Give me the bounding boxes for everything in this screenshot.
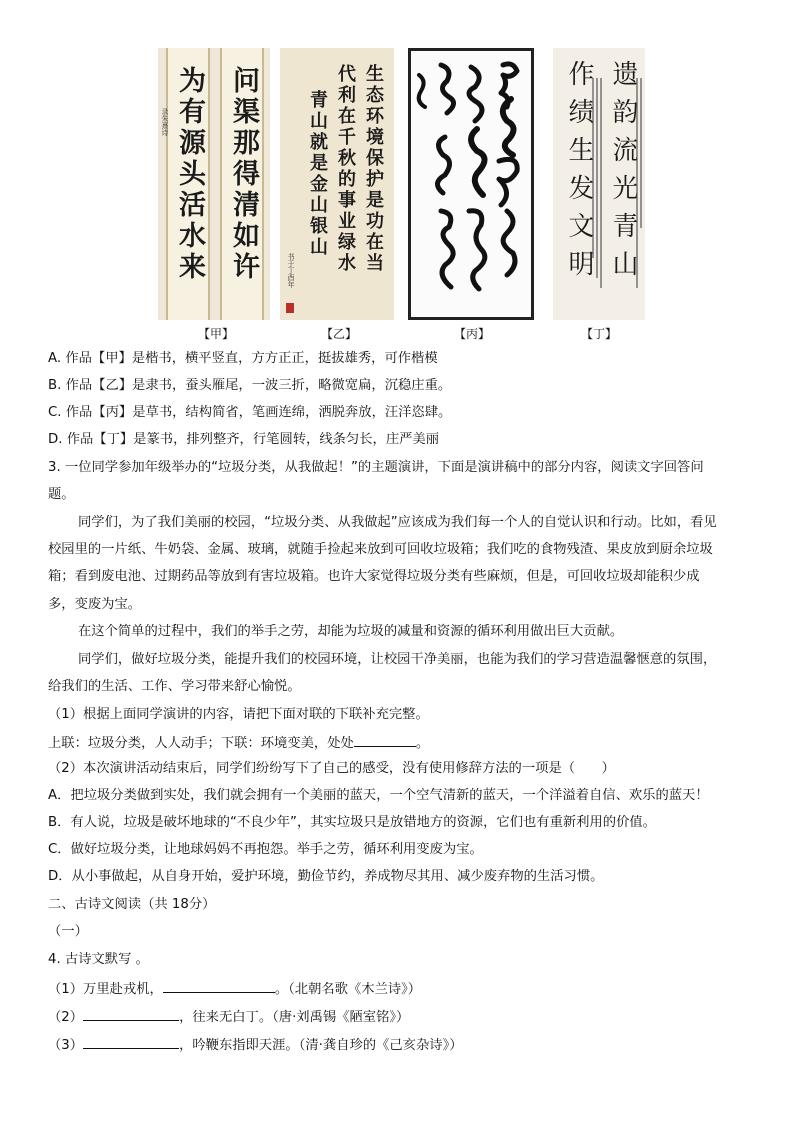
q3-stem-cont: 题。 <box>48 487 75 502</box>
speech-paragraph-3: 同学们，做好垃圾分类，能提升我们的校园环境，让校园干净美丽，也能为我们的学习营造温馨惬意的氛围， <box>78 652 717 667</box>
recitation-2-blank[interactable] <box>83 1007 179 1021</box>
yi-column-2: 代利在千秋的事业绿水 <box>335 64 356 274</box>
recitation-3-suffix: ，吟鞭东指即天涯。（清·龚自珍的《己亥杂诗》） <box>179 1038 463 1053</box>
calligraphy-image-jia <box>158 48 270 320</box>
speech-paragraph-1-line-3: 箱；看到废电池、过期药品等放到有害垃圾箱。也许大家觉得垃圾分类有些麻烦，但是，可回收垃圾却能积少成 <box>48 569 700 584</box>
section-heading: 二、古诗文阅读（共 18分） <box>48 897 216 912</box>
speech-paragraph-1-line-4: 多，变废为宝。 <box>48 597 142 612</box>
couplet-text: 上联：垃圾分类，人人动手；下联：环境变美，处处 <box>48 736 354 751</box>
choice-b: B．有人说，垃圾是破坏地球的“不良少年”，其实垃圾只是放错地方的资源，它们也有重新利用的价值。 <box>48 815 656 830</box>
recitation-2-prefix: （2） <box>48 1010 84 1025</box>
caption-ding: 【丁】 <box>580 327 617 341</box>
ding-column-2: 作绩生发文明 <box>564 60 594 288</box>
seal-stamp <box>286 303 294 313</box>
option-c: C. 作品【丙】是草书，结构简省，笔画连绵，洒脱奔放，汪洋恣肆。 <box>48 405 452 420</box>
calligraphy-image-bing <box>408 48 534 320</box>
recitation-item-1 <box>48 979 421 999</box>
ding-column-1: 遗韵流光青山 <box>608 60 638 288</box>
recitation-3-blank[interactable] <box>83 1035 179 1049</box>
option-d: D. 作品【丁】是篆书，排列整齐，行笔圆转，线条匀长，庄严美丽 <box>48 432 440 447</box>
jia-inscription: 录朱熹诗 <box>161 108 169 136</box>
recitation-3-prefix: （3） <box>48 1038 84 1053</box>
recitation-item-2 <box>48 1007 409 1027</box>
option-b: B. 作品【乙】是隶书，蚕头雁尾，一波三折，略微宽扁，沉稳庄重。 <box>48 378 452 393</box>
jia-right-column: 问渠那得清如许 <box>228 66 259 283</box>
yi-inscription: 书于丁酉年 <box>287 253 295 288</box>
recitation-2-suffix: ，往来无白丁。（唐·刘禹锡《陋室铭》） <box>179 1010 410 1025</box>
recitation-1-suffix: 。（北朝名歌《木兰诗》） <box>274 982 422 997</box>
yi-column-3: 青山就是金山银山 <box>307 90 328 258</box>
choice-a: A．把垃圾分类做到实处，我们就会拥有一个美丽的蓝天，一个空气清新的蓝天，一个洋溢着自信、欢乐的蓝天！ <box>48 788 709 803</box>
couplet-answer-blank[interactable] <box>354 733 416 747</box>
speech-paragraph-1-line-2: 校园里的一片纸、牛奶袋、金属、玻璃，就随手捡起来放到可回收垃圾箱；我们吃的食物残渣、果皮放到厨余垃圾 <box>48 542 713 557</box>
couplet-end: 。 <box>415 736 430 751</box>
jia-left-column: 为有源头活水来 <box>174 66 205 283</box>
calligraphy-image-yi <box>280 48 394 320</box>
yi-column-1: 生态环境保护是功在当 <box>363 64 384 274</box>
recitation-1-blank[interactable] <box>163 979 275 993</box>
caption-bing: 【丙】 <box>453 327 490 341</box>
choice-d: D．从小事做起，从自身开始，爱护环境，勤俭节约，养成物尽其用、减少废弃物的生活习惯。 <box>48 869 604 884</box>
calligraphy-images <box>154 48 654 323</box>
speech-paragraph-2: 在这个简单的过程中，我们的举手之劳，却能为垃圾的减量和资源的循环利用做出巨大贡献。 <box>78 624 624 639</box>
option-a: A. 作品【甲】是楷书，横平竖直，方方正正，挺拔雄秀，可作楷模 <box>48 351 438 366</box>
q3-sub-question-1: （1）根据上面同学演讲的内容，请把下面对联的下联补充完整。 <box>48 707 429 722</box>
q4-stem: 4. 古诗文默写 。 <box>48 952 149 967</box>
q3-stem: 3. 一位同学参加年级举办的“垃圾分类，从我做起！”的主题演讲，下面是演讲稿中的部分内容，阅读文字回答问 <box>48 460 704 475</box>
speech-paragraph-3-line-2: 给我们的生活、工作、学习带来舒心愉悦。 <box>48 679 301 694</box>
q3-sub-question-2: （2）本次演讲活动结束后，同学们纷纷写下了自己的感受，没有使用修辞方法的一项是（ ） <box>48 761 615 776</box>
couplet-line <box>48 733 429 753</box>
image-captions <box>154 325 654 341</box>
calligraphy-image-ding <box>553 48 645 320</box>
subsection-label: （一） <box>48 924 88 939</box>
ding-small-text-columns <box>553 48 645 320</box>
caption-yi: 【乙】 <box>320 327 357 341</box>
recitation-1-prefix: （1）万里赴戎机， <box>48 982 163 997</box>
choice-c: C．做好垃圾分类，让地球妈妈不再抱怨。举手之劳，循环利用变废为宝。 <box>48 842 483 857</box>
speech-paragraph-1: 同学们，为了我们美丽的校园，“垃圾分类、从我做起”应该成为我们每一个人的自觉认识和行动。比如，看见 <box>78 515 717 530</box>
cursive-script-drawing <box>411 51 531 317</box>
recitation-item-3 <box>48 1035 463 1055</box>
caption-jia: 【甲】 <box>197 327 234 341</box>
